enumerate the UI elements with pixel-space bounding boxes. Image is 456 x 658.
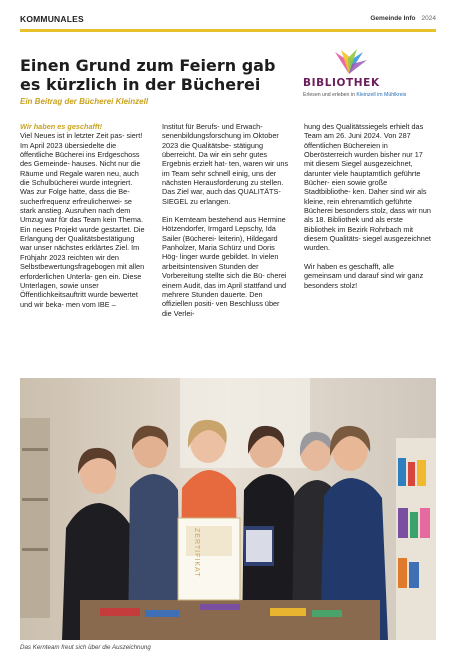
column-2 [162, 122, 289, 318]
header-rule [20, 29, 436, 32]
paragraph: Wir haben es geschafft, alle gemeinsam und darauf sind wir ganz besonders stolz! [304, 261, 424, 290]
page-header [20, 12, 436, 34]
column-1 [20, 122, 147, 309]
logo-tagline [303, 92, 406, 98]
logo-wordmark: BIBLIOTHEK [303, 77, 380, 89]
butterfly-books-icon [327, 48, 371, 78]
column-3 [304, 122, 431, 290]
team-photo-illustration [20, 378, 436, 640]
lead-line: Wir haben es geschafft! [20, 122, 103, 131]
publication-info [370, 15, 436, 22]
section-label: KOMMUNALES [20, 14, 84, 24]
photo-caption: Das Kernteam freut sich über die Auszeichnung [20, 644, 151, 651]
tagline-text: Erlesen und erleben in [303, 92, 357, 98]
publication-name: Gemeinde Info [370, 15, 416, 22]
publication-year: 2024 [421, 15, 436, 22]
article-body [20, 122, 436, 367]
paragraph: hung des Qualitätssiegels erhielt das Team am 26. Juni 2024. Von 287 öffentlichen Büchereien in Oberösterreich wurden bisher nur 17 mit diesem Siegel ausgezeichnet, darunter viele hauptamtlich geführte Bücher- eien sowie große Stadtbibliothe- ken. Daher sind wir als kleine, rein ehrenamtlich geführte Bücherei besonders stolz, dass wir nun als 18. Bibliothek und als erste Bibliothek im Bezirk Rohrbach mit diesem Qualitäts- siegel ausgezeichnet wurden. [304, 122, 431, 253]
article-title: Einen Grund zum Feiern gab es kürzlich in der Bücherei [20, 56, 276, 94]
article-subtitle: Ein Beitrag der Bücherei Kleinzell [20, 97, 149, 106]
paragraph: Institut für Berufs- und Erwach- senenbildungsforschung im Oktober 2023 die Qualitätsbe- stätigung überreicht. Da wir ein sehr gutes Ergebnis erzielt hat- ten, waren wir uns im Team sehr schnell einig, uns der nächsten Herausforderung zu stellen. Das Ziel war, auch das QUALITÄTS- SIEGEL zu erlangen. [162, 122, 289, 206]
certificate-text: ZERTIFIKAT [193, 528, 200, 578]
tagline-place: Kleinzell im Mühlkreis [356, 92, 407, 98]
library-logo [303, 48, 423, 108]
paragraph: Ein Kernteam bestehend aus Hermine Hötzendorfer, Irmgard Lepschy, Ida Sailer (Bücherei- leiterin), Hildegard Panholzer, Maria Schürz und Doris Hög- linger wurde gebildet. In vielen arbeitsintensiven Stunden der Vorbereitung stellte sich die Bü- cherei einem Audit, das im April stattfand und mehrere Stunden dauerte. Den offiziellen positi- ven Beschluss über die Verlei- [162, 215, 287, 318]
team-photo [20, 378, 436, 640]
paragraph: Viel Neues ist in letzter Zeit pas- siert! Im April 2023 übersiedelte die öffentliche Bücherei ins Erdgeschoss des Gemeinde- hauses. Nicht nur die Räume und Regale waren neu, auch die Schulbücherei wurde integriert. Was zur Folge hatte, dass die Be- sucherfrequenz erfreulicherwei- se stark anstieg. Ausruhen nach dem Umzug war für das Team kein Thema. Ein neues Projekt wurde gestartet. Die Erlangung der Qualitätsbestätigung war unser nächstes erklärtes Ziel. Im Frühjahr 2023 reichten wir den Selbstbewertungsfragebogen mit allen erforderlichen Unterla- gen ein. Diese Unterlagen, sowie unser Öffentlichkeitsauftritt wurde bewertet und wir beka- men vom IBE – [20, 131, 145, 309]
